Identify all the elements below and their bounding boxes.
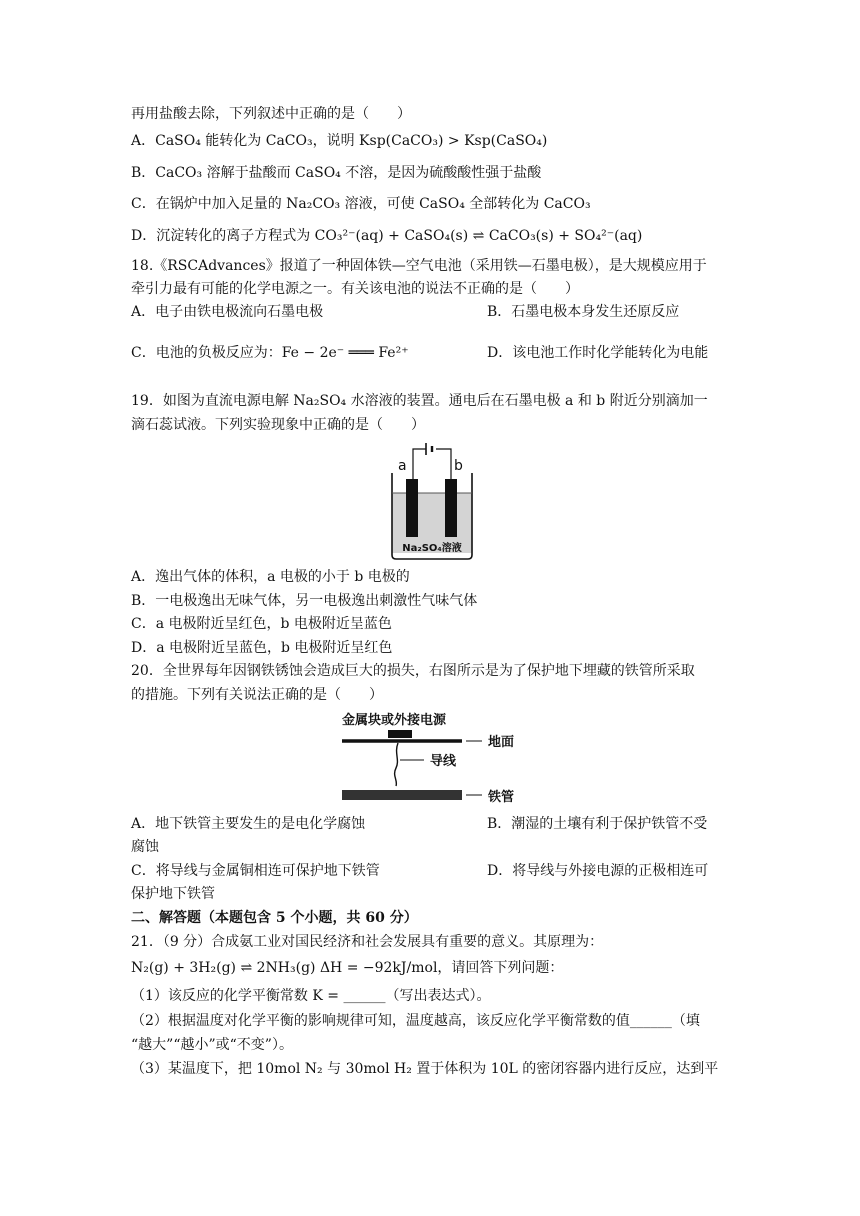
figure-label-ground: 地面 <box>488 735 515 750</box>
q21-part2-line1: （2）根据温度对化学平衡的影响规律可知，温度越高，该反应化学平衡常数的值______（填 <box>131 1013 700 1029</box>
q20-stem-line1: 20．全世界每年因钢铁锈蚀会造成巨大的损失，右图所示是为了保护地下埋藏的铁管所采取 <box>131 663 695 679</box>
q17-option-b: B．CaCO₃ 溶解于盐酸而 CaSO₄ 不溶，是因为硫酸酸性强于盐酸 <box>131 165 542 181</box>
figure-label-a: a <box>398 458 407 474</box>
figure-label-wire: 导线 <box>430 754 457 769</box>
q19-stem-line2: 滴石蕊试液。下列实验现象中正确的是（ ） <box>131 417 425 433</box>
q17-option-c: C．在锅炉中加入足量的 Na₂CO₃ 溶液，可使 CaSO₄ 全部转化为 CaCO₃ <box>131 196 591 212</box>
q19-option-a: A．逸出气体的体积，a 电极的小于 b 电极的 <box>131 569 410 585</box>
q20-option-c: C．将导线与金属铜相连可保护地下铁管 <box>131 863 380 879</box>
q18-stem-line2: 牵引力最有可能的化学电源之一。有关该电池的说法不正确的是（ ） <box>131 281 579 297</box>
q20-option-d: D．将导线与外接电源的正极相连可 <box>487 863 709 879</box>
metal-block <box>388 730 412 738</box>
q17-option-d: D．沉淀转化的离子方程式为 CO₃²⁻(aq) + CaSO₄(s) ⇌ CaCO₃(s) + SO₄²⁻(aq) <box>131 228 643 244</box>
q18-option-b: B．石墨电极本身发生还原反应 <box>487 304 680 320</box>
q20-option-b-wrap: 腐蚀 <box>131 839 159 855</box>
section-heading: 二、解答题（本题包含 5 个小题，共 60 分） <box>131 910 418 926</box>
q21-part1: （1）该反应的化学平衡常数 K = ______（写出表达式）。 <box>131 988 491 1004</box>
wire <box>395 743 398 786</box>
q17-intro: 再用盐酸去除，下列叙述中正确的是（ ） <box>131 106 411 122</box>
q18-option-a: A．电子由铁电极流向石墨电极 <box>131 304 324 320</box>
figure-label-pipe: 铁管 <box>488 790 515 805</box>
q21-part2-line2: “越大”“越小”或“不变”）。 <box>131 1037 293 1053</box>
q20-stem-line2: 的措施。下列有关说法正确的是（ ） <box>131 687 383 703</box>
q21-part3: （3）某温度下，把 10mol N₂ 与 30mol H₂ 置于体积为 10L 的密闭容器内进行反应，达到平 <box>131 1061 719 1077</box>
q20-option-a: A．地下铁管主要发生的是电化学腐蚀 <box>131 816 366 832</box>
electrode-a <box>406 479 418 537</box>
figure-label-b: b <box>454 458 463 474</box>
q19-option-d: D．a 电极附近呈蓝色，b 电极附近呈红色 <box>131 640 393 656</box>
q18-option-c: C．电池的负极反应为：Fe − 2e⁻ ═══ Fe²⁺ <box>131 345 409 361</box>
q18-stem-line1: 18.《RSCAdvances》报道了一种固体铁—空气电池（采用铁—石墨电极），是大规模应用于 <box>131 258 707 274</box>
q21-equation: N₂(g) + 3H₂(g) ⇌ 2NH₃(g) ΔH = −92kJ/mol，请回答下列问题： <box>131 960 564 976</box>
q19-option-b: B．一电极逸出无味气体，另一电极逸出刺激性气味气体 <box>131 593 478 609</box>
q19-option-c: C．a 电极附近呈红色，b 电极附近呈蓝色 <box>131 616 392 632</box>
solution-label: Na₂SO₄溶液 <box>402 543 462 554</box>
q20-option-d-wrap: 保护地下铁管 <box>131 886 215 902</box>
q20-option-b: B．潮湿的土壤有利于保护铁管不受 <box>487 816 708 832</box>
figure-label-metal-block: 金属块或外接电源 <box>342 713 447 728</box>
q17-option-a: A．CaSO₄ 能转化为 CaCO₃，说明 Ksp(CaCO₃) > Ksp(CaSO₄) <box>131 133 548 149</box>
electrolysis-figure <box>388 443 476 563</box>
wire-left <box>413 449 426 479</box>
electrode-b <box>445 479 457 537</box>
q18-option-d: D．该电池工作时化学能转化为电能 <box>487 345 709 361</box>
wire-right <box>436 449 451 479</box>
q19-stem-line1: 19．如图为直流电源电解 Na₂SO₄ 水溶液的装置。通电后在石墨电极 a 和 b 附近分别滴加一 <box>131 393 708 409</box>
q21-stem-line1: 21．（9 分）合成氨工业对国民经济和社会发展具有重要的意义。其原理为： <box>131 934 604 950</box>
corrosion-protection-figure <box>340 708 530 808</box>
iron-pipe <box>342 790 462 800</box>
